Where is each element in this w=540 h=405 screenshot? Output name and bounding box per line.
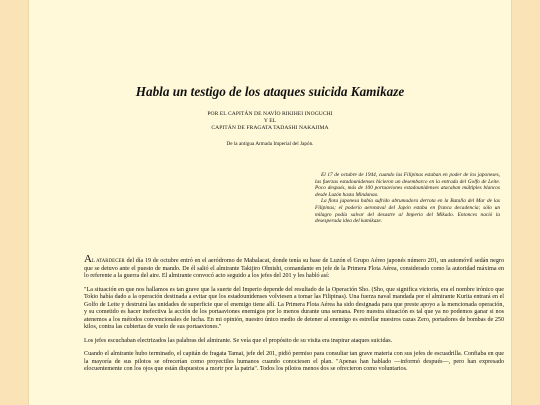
lead-in-smallcaps: L ATARDECER xyxy=(91,259,125,264)
body-paragraph xyxy=(84,253,504,281)
byline-conjunction: Y EL xyxy=(263,118,277,124)
abstract-paragraph: La flota japonesa había sufrido abrumadora derrota en la Batalla del Mar de las Filipinas; el poderío aeronaval del Japón estaba en franca decadencia; sólo un milagro podía salvar del desastre al Imperio del Mikado. Entonces nació la desesperada idea del kamikaze. xyxy=(315,198,500,225)
byline-affiliation: De la antigua Armada Imperial del Japón. xyxy=(226,141,314,147)
abstract-paragraph: El 17 de octubre de 1944, cuando las Filipinas estaban en poder de los japoneses, las fuerzas estadounidenses hicieron un desembarco en la entrada del Golfo de Leite. Poco después, más de 100 portaaviones estadounidenses atacaban múltiples blancos desde Luzón hasta Mindanao. xyxy=(315,172,500,198)
byline-author-1: POR EL CAPITÁN DE NAVÍO RIKIHEI INOGUCHI xyxy=(207,111,333,117)
article-abstract xyxy=(315,172,500,225)
body-paragraph: "La situación en que nos hallamos es tan grave que la suerte del Imperio depende del resultado de la Operación Sho. (Sho, que significa victoria, era el nombre irónico que Tokio había dado a la operación destinada a evitar que los estadounidenses volviesen a tomar las Filipinas). Una fuerza naval mandada por el almirante Kurita entrará en el Golfo de Leite y destruirá las unidades de superficie que el enemigo tiene allí. La Primera Flota Aérea ha sido designada para que preste apoyo a la mencionada operación, y su cometido es hacer inefectiva la acción de los portaaviones enemigos por lo menos durante una semana. Pero nuestra situación es tal que ya no podemos ganar si nos atenemos a los métodos convencionales de lucha. En mi opinión, nuestro único medio de detener al enemigo es estrellar nuestros cazas Zero, portadores de bombas de 250 kilos, contra las cubiertas de vuelo de sus portaaviones." xyxy=(84,286,504,330)
article-title: Habla un testigo de los ataques suicida Kamikaze xyxy=(135,84,405,99)
byline-author-2: CAPITÁN DE FRAGATA TADASHI NAKAJIMA xyxy=(211,125,329,131)
body-paragraph: Cuando el almirante hubo terminado, el capitán de fragata Tamai, jefe del 201, pidió permiso para consultar tan grave materia con sus jefes de escuadrilla. Confiaba en que la mayoría de sus pilotos se ofrecerían como proyectiles humanos cuando conociesen el plan. "Apenas han hablado —informó después—, pero han expresado elocuentemente con los ojos que están dispuestos a morir por la patria". Todos los pilotos menos dos se ofrecieron como voluntarios. xyxy=(84,351,504,372)
document-page xyxy=(28,0,512,405)
lead-in-text: del día 19 de octubre entró en el aeródromo de Mabalacat, donde tenía su base de Luzón el Grupo Aéreo japonés número 201, un automóvil sedán negro que se detuvo ante el puesto de mando. De él salió el almirante Takijiro Ohnishi, comandante en jefe de la Primera Flota Aérea, considerado como la autoridad máxima en lo referente a la guerra del aire. El almirante convocó acto seguido a los jefes del 201 y les habló así: xyxy=(84,258,504,279)
drop-cap: A xyxy=(84,253,92,265)
body-paragraph: Los jefes escuchaban electrizados las palabras del almirante. Se veía que el propósito de su visita era inspirar ataques suicidas. xyxy=(84,337,393,344)
article-body xyxy=(84,253,504,380)
